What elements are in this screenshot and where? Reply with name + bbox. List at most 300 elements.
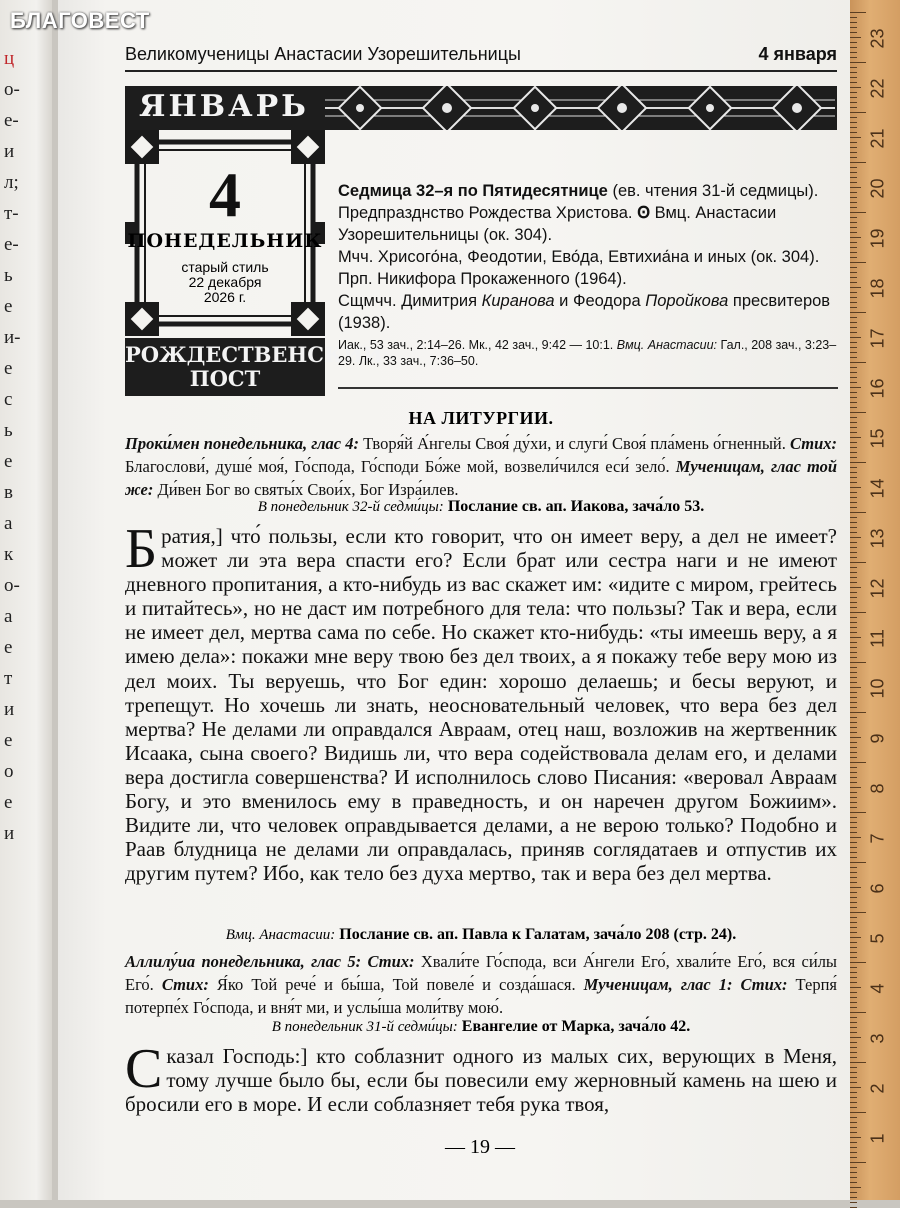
ruler-tick [850,112,866,113]
day-commemorations [338,180,838,369]
ruler-number: 21 [867,128,888,149]
ruler-tick [850,827,857,828]
ruler-tick [850,147,857,148]
ruler-tick [850,772,857,773]
ruler-tick [850,877,857,878]
adjacent-page-char: е- [4,234,19,255]
ruler-tick [850,397,857,398]
ruler-tick [850,687,861,688]
fast-banner: РОЖДЕСТВЕНСКИЙ ПОСТ [125,338,325,396]
ruler-tick [850,42,857,43]
ruler-tick [850,1037,861,1038]
ruler-number: 4 [867,983,888,994]
ruler-tick [850,577,857,578]
ruler-tick [850,912,866,913]
ruler-tick [850,162,866,163]
ruler-tick [850,237,861,238]
ruler-tick [850,77,857,78]
ruler-tick [850,562,866,563]
ruler-tick [850,737,861,738]
ruler-tick [850,982,857,983]
ruler-tick [850,392,857,393]
adjacent-page-char: и [4,141,15,162]
ruler-tick [850,892,857,893]
ruler-tick [850,847,857,848]
feast-line: Предпразднство Рождества Христова. Ꙩ Вмц. Анастасии Узорешительницы (ок. 304). [338,204,777,244]
ruler-tick [850,747,857,748]
martyrs-line: Мчч. Хрисого́на, Феодотии, Ево́да, Евтихиа́на и иных (ок. 304). Прп. Никифора Прокаженного (1964). [338,248,820,288]
ruler-tick [850,1057,857,1058]
ruler-tick [850,57,857,58]
adjacent-page-char: в [4,482,13,503]
ruler-tick [850,532,857,533]
ruler-tick [850,732,857,733]
ruler-tick [850,357,857,358]
ruler-tick [850,1127,857,1128]
ruler-tick [850,1187,861,1188]
hieromartyrs-line: Сщмчч. Димитрия Киранова и Феодора Поройкова пресвитеров (1938). [338,292,831,332]
ruler-tick [850,1067,857,1068]
ruler-number: 6 [867,883,888,894]
ruler-tick [850,792,857,793]
ruler-tick [850,487,861,488]
ruler-tick [850,867,857,868]
ruler-tick [850,932,857,933]
ruler-tick [850,262,866,263]
ruler-tick [850,977,857,978]
ruler-tick [850,372,857,373]
ruler-tick [850,957,857,958]
day-number: 4 [209,159,241,230]
ruler-tick [850,757,857,758]
ruler-tick [850,197,857,198]
ruler-tick [850,1012,866,1013]
ruler-tick [850,657,857,658]
ruler-tick [850,582,857,583]
ruler-tick [850,232,857,233]
ruler-tick [850,857,857,858]
ruler-tick [850,47,857,48]
ruler-tick [850,597,857,598]
adjacent-page-char: е- [4,110,19,131]
ruler-tick [850,1157,857,1158]
ruler-tick [850,12,866,13]
ruler-tick [850,882,857,883]
ruler-tick [850,1087,861,1088]
ruler-tick [850,742,857,743]
ruler-tick [850,477,857,478]
adjacent-page-char: и- [4,327,21,348]
ruler-tick [850,342,857,343]
old-style-date: старый стиль 22 декабря 2026 г. [181,259,269,305]
ruler-tick [850,1162,866,1163]
ruler-tick [850,167,857,168]
ruler-tick [850,227,857,228]
ruler-tick [850,1042,857,1043]
adjacent-page-char: е [4,637,13,658]
ruler-tick [850,782,857,783]
ruler-tick [850,1182,857,1183]
ruler-tick [850,652,857,653]
ruler-tick [850,697,857,698]
ruler-tick [850,297,857,298]
ruler-tick [850,462,866,463]
ruler-tick [850,287,861,288]
epistle-text: Братия,] что́ пользы, если кто говорит, что он имеет веру, а дел не имеет? может ли эта вера спасти его? Если брат или сестра наги и не имеют дневного пропитания, а кто-нибудь из вас скажет им: «идите с миром, грейтесь и питайтесь», но не даст им потребного для тела: что пользы? Так и вера, если не имеет дел, мертва сама по себе. Но скажет кто-нибудь: «ты имеешь веру, а я имею дела»: покажи мне веру твою без дел твоих, а я покажу тебе веру мою из дел моих. Ты веруешь, что Бог един: хорошо делаешь; и бесы веруют, и трепещут. Но хочешь ли знать, неосновательный человек, что вера без дел мертва? Не делами ли оправдался Авраам, отец наш, возложив на жертвенник Исаака, сына своего? Видишь ли, что вера содействовала делам его, и делами вера достигла совершенства? И исполнилось слово Писания: «веровал Авраам Богу, и это вменилось ему в праведность, и он наречен другом Божиим». Видите ли, что человек оправдывается делами, а не верою только? Подобно и Раав блудница не делами ли оправдалась, приняв соглядатаев и отпустив их другим путем? Ибо, как тело без духа мертво, так и вера без дел мертва. [125,518,837,886]
ruler-tick [850,417,857,418]
ruler-tick [850,662,866,663]
ruler-tick [850,887,861,888]
ruler-tick [850,967,857,968]
drop-cap: С [125,1038,163,1100]
ruler-tick [850,787,861,788]
ruler-tick [850,1102,857,1103]
ruler-tick [850,922,857,923]
prokeimenon: Проки́мен понедельника, глас 4: Творя́й А́нгелы Своя́ ду́хи, и слуги́ Своя́ пла́мень о́гненный. Стих: Благослови́, душе́ моя́, Го́спода, Го́споди Бо́же мой, возвели́чился еси́ зело́. Мученицам, глас той же: Ди́вен Бог во святы́х Свои́х, Бог Изра́илев. [125,434,837,499]
ruler-tick [850,667,857,668]
adjacent-page-char: т- [4,203,19,224]
adjacent-page-char: т [4,668,13,689]
adjacent-page-char: ь [4,265,13,286]
ruler-number: 9 [867,733,888,744]
ruler-tick [850,842,857,843]
adjacent-page-char: к [4,544,14,565]
adjacent-page-edge [0,0,52,1200]
ruler-number: 14 [867,478,888,499]
ruler-tick [850,852,857,853]
ruler-tick [850,402,857,403]
week-line: Седмица 32–я по Пятидесятнице (ев. чтения 31-й седмицы). [338,182,819,200]
ruler-tick [850,1117,857,1118]
ruler-tick [850,172,857,173]
ruler-tick [850,82,857,83]
ruler-tick [850,712,866,713]
ruler-tick [850,752,857,753]
ruler-tick [850,107,857,108]
ruler-tick [850,447,857,448]
ruler-tick [850,52,857,53]
ruler-tick [850,1032,857,1033]
ruler-tick [850,1112,866,1113]
ruler-tick [850,467,857,468]
adjacent-page-char: с [4,389,13,410]
ruler-tick [850,37,861,38]
running-head-title: Великомученицы Анастасии Узорешительницы [125,44,521,64]
ruler-tick [850,812,866,813]
ruler-tick [850,1167,857,1168]
running-head [125,44,837,70]
ruler-tick [850,117,857,118]
month-title: ЯНВАРЬ [139,89,309,124]
ruler-tick [850,32,857,33]
ruler-tick [850,292,857,293]
ruler-tick [850,517,857,518]
ruler-tick [850,1027,857,1028]
ruler-number: 15 [867,428,888,449]
drop-cap: Б [125,518,158,580]
ruler-tick [850,1082,857,1083]
ruler-tick [850,332,857,333]
ruler-tick [850,802,857,803]
ruler-tick [850,702,857,703]
ruler-tick [850,722,857,723]
ruler-tick [850,637,861,638]
ruler-tick [850,442,857,443]
ruler-tick [850,872,857,873]
ruler-tick [850,1062,866,1063]
ruler-tick [850,282,857,283]
ruler-tick [850,952,857,953]
ruler-tick [850,242,857,243]
running-head-date: 4 января [758,44,837,64]
ruler-tick [850,817,857,818]
ruler-tick [850,132,857,133]
ruler-tick [850,727,857,728]
ruler-tick [850,632,857,633]
ruler-tick [850,1122,857,1123]
ruler-tick [850,327,857,328]
adjacent-page-char: ь [4,420,13,441]
ruler-tick [850,602,857,603]
ruler-number: 8 [867,783,888,794]
ruler-tick [850,862,866,863]
ruler-tick [850,997,857,998]
ruler-tick [850,1017,857,1018]
adjacent-page-char: и [4,823,15,844]
ruler-tick [850,257,857,258]
adjacent-page-char: е [4,730,13,751]
adjacent-page-char: е [4,451,13,472]
ruler-tick [850,512,866,513]
ruler-tick [850,707,857,708]
ruler-tick [850,552,857,553]
ruler-tick [850,247,857,248]
ruler-tick [850,1097,857,1098]
ruler-tick [850,1172,857,1173]
ruler-tick [850,987,861,988]
ruler-tick [850,382,857,383]
measuring-ruler [850,0,900,1200]
second-epistle-heading: Вмц. Анастасии: Послание св. ап. Павла к Галатам, зача́ло 208 (стр. 24). [225,926,737,943]
ruler-tick [850,1137,861,1138]
ruler-tick [850,1002,857,1003]
adjacent-page-char: ц [4,48,15,69]
ruler-number: 16 [867,378,888,399]
adjacent-page-char: е [4,296,13,317]
ruler-tick [850,92,857,93]
ruler-tick [850,547,857,548]
ruler-tick [850,87,861,88]
ruler-tick [850,67,857,68]
ruler-number: 3 [867,1033,888,1044]
ruler-tick [850,567,857,568]
ruler-tick [850,192,857,193]
ruler-tick [850,182,857,183]
ruler-tick [850,432,857,433]
ruler-tick [850,592,857,593]
ruler-tick [850,102,857,103]
ruler-tick [850,1072,857,1073]
ruler-number: 5 [867,933,888,944]
ruler-number: 12 [867,578,888,599]
ruler-tick [850,622,857,623]
ruler-tick [850,137,861,138]
ruler-tick [850,177,857,178]
ruler-tick [850,572,857,573]
ruler-tick [850,27,857,28]
ruler-tick [850,307,857,308]
ruler-tick [850,902,857,903]
section-rule [338,387,838,389]
ruler-tick [850,1147,857,1148]
ruler-tick [850,1052,857,1053]
weekday: ПОНЕДЕЛЬНИК [127,230,323,252]
adjacent-page-char: л; [4,172,19,193]
ruler-tick [850,157,857,158]
ruler-tick [850,437,861,438]
ruler-tick [850,717,857,718]
ruler-tick [850,492,857,493]
ruler-tick [850,22,857,23]
page-number: — 19 — [445,1136,515,1158]
ruler-tick [850,607,857,608]
ruler-tick [850,207,857,208]
ruler-number: 7 [867,833,888,844]
ruler-tick [850,202,857,203]
ruler-tick [850,612,866,613]
ruler-number: 23 [867,28,888,49]
ruler-tick [850,907,857,908]
adjacent-page-char: о- [4,79,20,100]
ruler-tick [850,72,857,73]
ornament-band [325,86,835,130]
scripture-readings: Иак., 53 зач., 2:14–26. Мк., 42 зач., 9:42 — 10:1. Вмц. Анастасии: Гал., 208 зач., 3:23–29. Лк., 33 зач., 7:36–50. [338,338,837,368]
ruler-tick [850,647,857,648]
ruler-tick [850,767,857,768]
ruler-tick [850,122,857,123]
ruler-tick [850,502,857,503]
adjacent-page-char: е [4,792,13,813]
ruler-tick [850,942,857,943]
watermark: БЛАГОВЕСТ [10,8,150,33]
ruler-number: 11 [867,629,888,648]
ruler-tick [850,587,861,588]
ruler-number: 19 [867,228,888,249]
ruler-tick [850,337,861,338]
ruler-tick [850,1142,857,1143]
liturgy-heading: НА ЛИТУРГИИ. [408,408,554,428]
ruler-tick [850,422,857,423]
ruler-number: 1 [867,1133,888,1144]
ruler-tick [850,272,857,273]
ruler-tick [850,682,857,683]
ruler-tick [850,642,857,643]
ruler-tick [850,1192,857,1193]
adjacent-page-char: и [4,699,15,720]
ruler-tick [850,412,866,413]
ruler-tick [850,992,857,993]
adjacent-page-char: о [4,761,14,782]
ruler-tick [850,1092,857,1093]
ruler-tick [850,807,857,808]
ruler-tick [850,302,857,303]
ruler-tick [850,1197,857,1198]
ruler-tick [850,452,857,453]
ruler-tick [850,362,866,363]
ruler-tick [850,1007,857,1008]
ruler-tick [850,507,857,508]
adjacent-page-char: а [4,606,13,627]
ruler-tick [850,127,857,128]
adjacent-page-char: а [4,513,13,534]
ruler-tick [850,962,866,963]
adjacent-page-char: о- [4,575,20,596]
ruler-tick [850,367,857,368]
ruler-tick [850,522,857,523]
ruler-tick [850,947,857,948]
ruler-tick [850,457,857,458]
ruler-tick [850,837,861,838]
ruler-tick [850,252,857,253]
ruler-tick [850,692,857,693]
ruler-tick [850,187,861,188]
ruler-tick [850,937,861,938]
ruler-number: 22 [867,78,888,99]
ruler-tick [850,472,857,473]
ruler-tick [850,377,857,378]
ruler-number: 17 [867,328,888,349]
ruler-tick [850,322,857,323]
ruler-tick [850,212,866,213]
ruler-tick [850,222,857,223]
ruler-tick [850,1047,857,1048]
ruler-tick [850,777,857,778]
ruler-tick [850,407,857,408]
ruler-tick [850,677,857,678]
alleluia: Аллилу́иа понедельника, глас 5: Стих: Хвали́те Го́спода, вси А́нгели Его́, хвали́те Его́, вся си́лы Его́. Стих: Я́ко Той рече́ и бы́ша, Той повеле́ и созда́шася. Мученицам, глас 1: Стих: Терпя́ потерпе́х Го́спода, и вня́т ми, и услы́ша моли́тву мою́. [125,952,838,1017]
ruler-tick [850,972,857,973]
ruler-tick [850,1152,857,1153]
ruler-tick [850,797,857,798]
ruler-tick [850,1177,857,1178]
running-head-rule [125,70,837,72]
ruler-tick [850,142,857,143]
ruler-tick [850,927,857,928]
gospel-text: Сказал Господь:] кто соблазнит одного из малых сих, верующих в Меня, тому лучше было бы, если бы повесили ему жерновный камень на шею и бросили его в море. И если соблазняет тебя рука твоя, [125,1038,837,1117]
date-frame [125,130,325,336]
ruler-tick [850,527,857,528]
ruler-tick [850,97,857,98]
ruler-tick [850,217,857,218]
ruler-tick [850,497,857,498]
ruler-tick [850,267,857,268]
ruler-tick [850,152,857,153]
ruler-tick [850,1077,857,1078]
ruler-tick [850,537,861,538]
ruler-tick [850,387,861,388]
ruler-tick [850,17,857,18]
epistle-heading: В понедельник 32-й седми́цы: Послание св. ап. Иакова, зача́ло 53. [257,498,705,515]
ruler-tick [850,897,857,898]
ruler-tick [850,312,866,313]
ruler-tick [850,832,857,833]
ruler-number: 20 [867,178,888,199]
ruler-tick [850,917,857,918]
ruler-tick [850,347,857,348]
ruler-tick [850,317,857,318]
feast-rank-symbol: Ꙩ [637,204,651,222]
ruler-tick [850,277,857,278]
